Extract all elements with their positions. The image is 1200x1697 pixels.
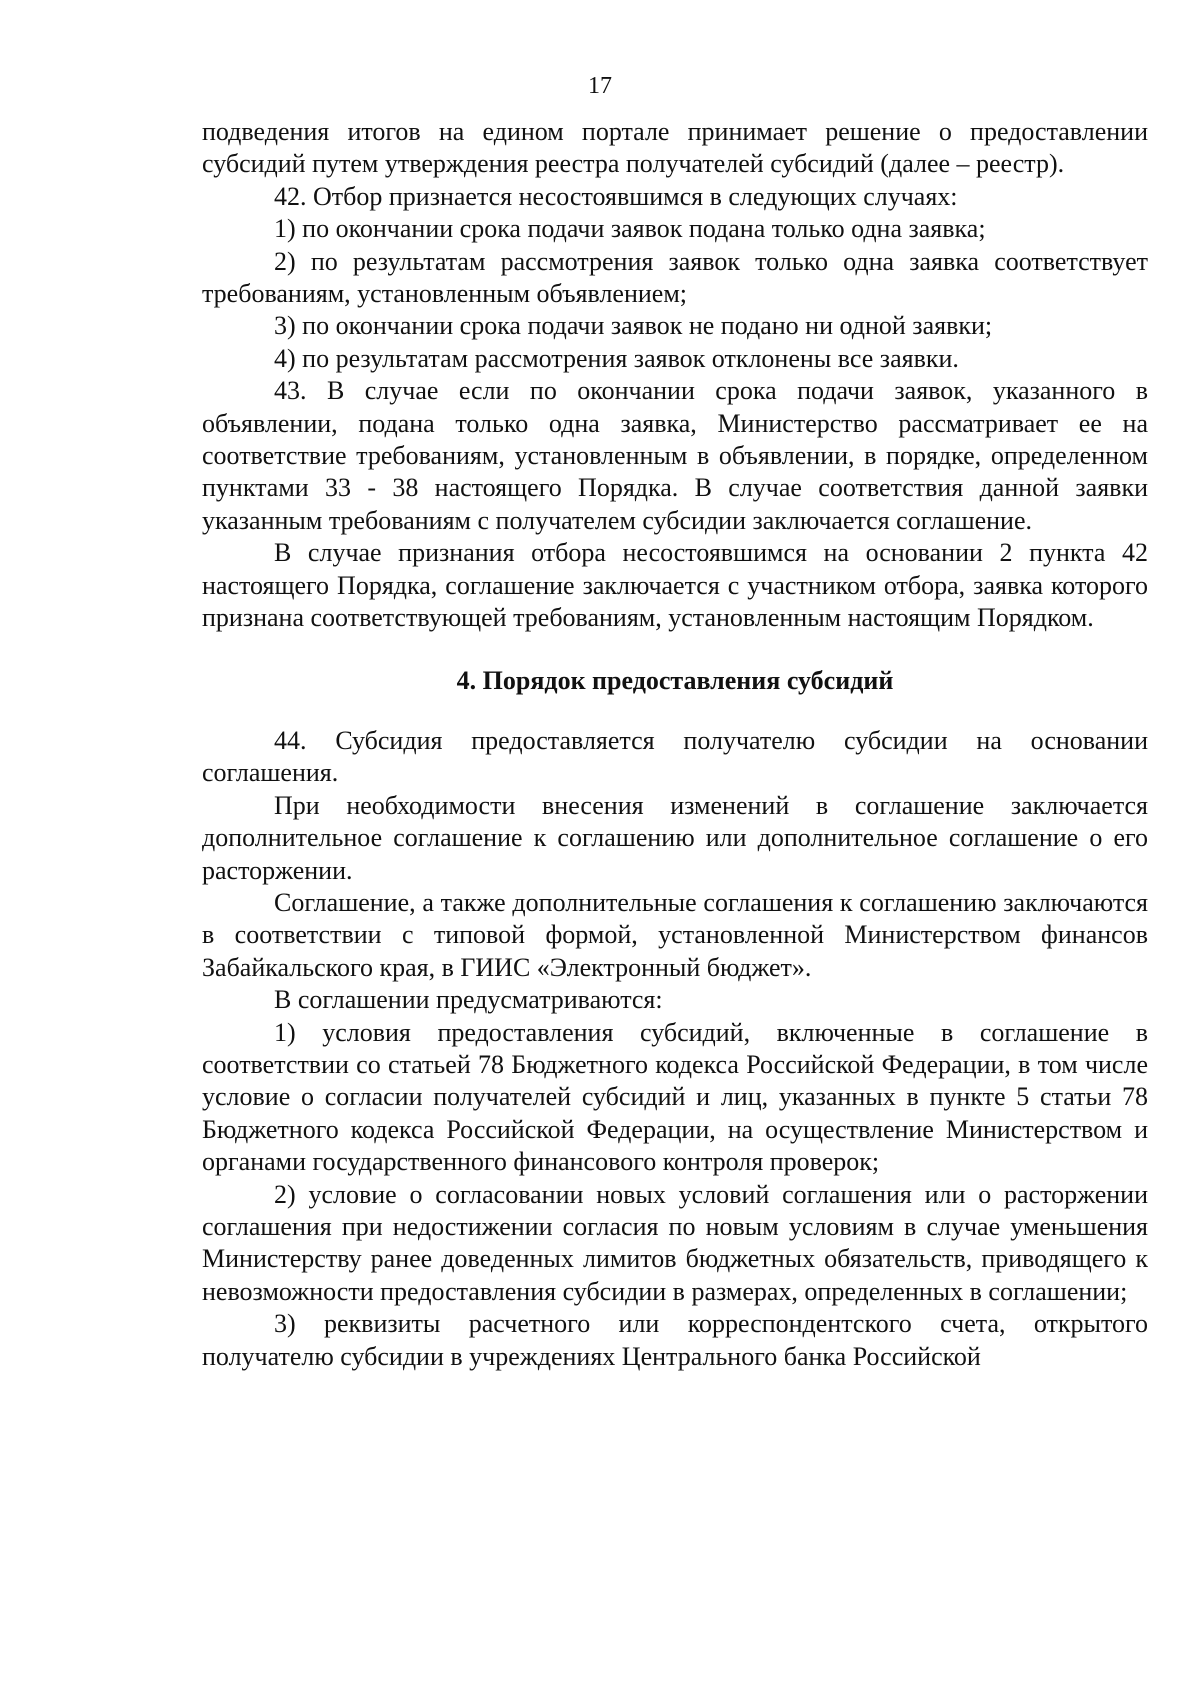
paragraph-44-c: Соглашение, а также дополнительные соглашения к соглашению заключаются в соответствии с типовой формой, установленной Министерством финансов Забайкальского края, в ГИИС «Электронный бюджет». — [202, 887, 1148, 982]
page-content — [202, 116, 1148, 1373]
paragraph-42: 42. Отбор признается несостоявшимся в следующих случаях: — [274, 181, 958, 211]
section-heading: 4. Порядок предоставления субсидий — [456, 665, 894, 695]
paragraph-44-d: В соглашении предусматриваются: — [274, 985, 663, 1015]
paragraph-43-b: В случае признания отбора несостоявшимся на основании 2 пункта 42 настоящего Порядка, соглашение заключается с участником отбора, заявка которого признана соответствующей требованиям, установленным настоящим Порядком. — [202, 538, 1148, 633]
list-item-42-3: 3) по окончании срока подачи заявок не подано ни одной заявки; — [274, 311, 993, 341]
paragraph-continuation: подведения итогов на едином портале принимает решение о предоставлении субсидий путем утверждения реестра получателей субсидий (далее – реестр). — [202, 117, 1148, 179]
list-item-42-2: 2) по результатам рассмотрения заявок только одна заявка соответствует требованиям, установленным объявлением; — [202, 246, 1148, 309]
paragraph-44-b: При необходимости внесения изменений в соглашение заключается дополнительное соглашение к соглашению или дополнительное соглашение о его расторжении. — [202, 790, 1148, 885]
list-item-44-2: 2) условие о согласовании новых условий соглашения или о расторжении соглашения при недостижении согласия по новым условиям в случае уменьшения Министерству ранее доведенных лимитов бюджетных обязательств, приводящего к невозможности предоставления субсидии в размерах, определенных в соглашении; — [202, 1179, 1148, 1306]
page-number: 17 — [588, 73, 612, 99]
list-item-44-3: 3) реквизиты расчетного или корреспондентского счета, открытого получателю субсидии в учреждениях Центрального банка Российской — [202, 1309, 1148, 1371]
list-item-44-1: 1) условия предоставления субсидий, включенные в соглашение в соответствии со статьей 78 Бюджетного кодекса Российской Федерации, в том числе условие о согласии получателей субсидий и лиц, указанных в пункте 5 статьи 78 Бюджетного кодекса Российской Федерации, на осуществление Министерством и органами государственного финансового контроля проверок; — [202, 1017, 1148, 1177]
list-item-42-4: 4) по результатам рассмотрения заявок отклонены все заявки. — [274, 343, 959, 373]
paragraph-44: 44. Субсидия предоставляется получателю субсидии на основании соглашения. — [202, 725, 1148, 788]
paragraph-43: 43. В случае если по окончании срока подачи заявок, указанного в объявлении, подана только одна заявка, Министерство рассматривает ее на соответствие требованиям, установленным в объявлении, в порядке, определенном пунктами 33 - 38 настоящего Порядка. В случае соответствия данной заявки указанным требованиям с получателем субсидии заключается соглашение. — [202, 376, 1148, 535]
list-item-42-1: 1) по окончании срока подачи заявок подана только одна заявка; — [274, 214, 986, 244]
